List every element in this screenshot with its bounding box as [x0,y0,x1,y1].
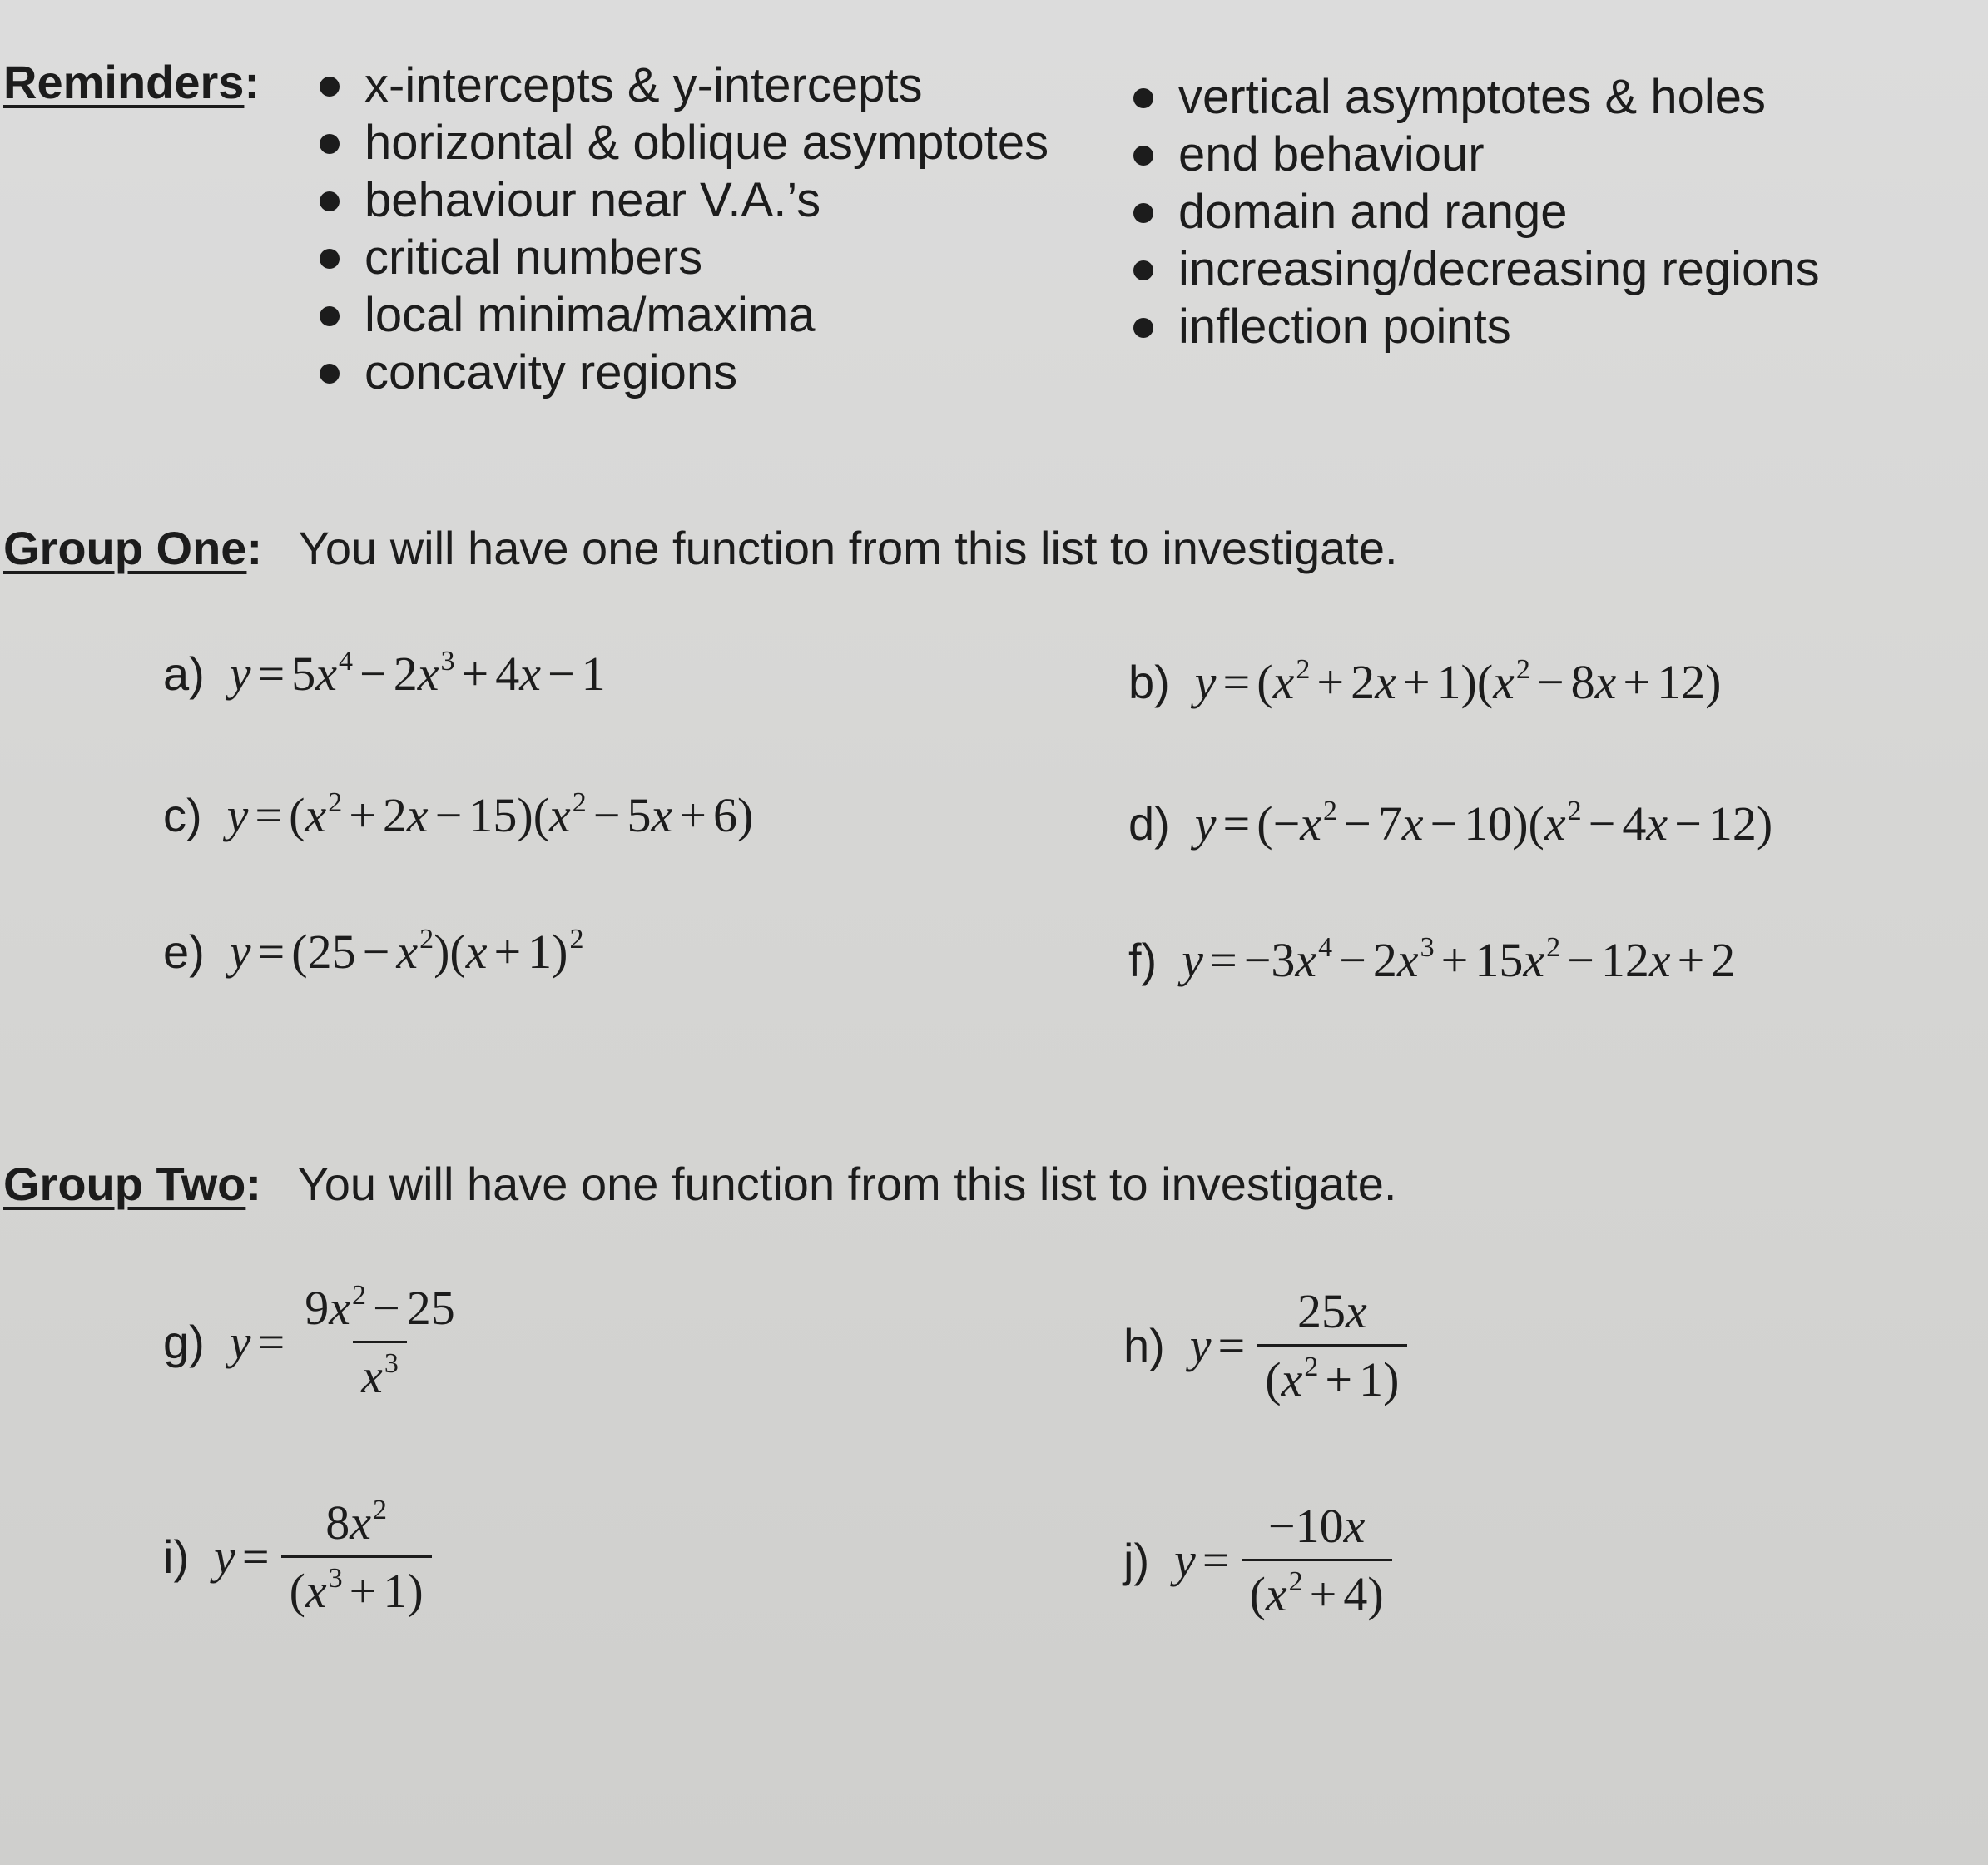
equation: $y = (x^2 + 2x - 15)(x^2 - 5x + 6)$ [226,787,754,842]
reminder-item: domain and range [1130,183,1820,241]
function-e [163,924,584,980]
reminder-item: horizontal & oblique asymptotes [316,114,1049,171]
equation: y = $\frac{-10x}{(x^2 + 4)}$ [1174,1498,1392,1622]
reminders-colon: : [244,56,260,108]
reminder-item: concavity regions [316,344,1049,401]
reminder-item: vertical asymptotes & holes [1130,68,1820,126]
reminder-item: increasing/decreasing regions [1130,241,1820,298]
group-two-heading [3,1157,1396,1211]
function-c [163,787,753,843]
function-j [1123,1498,1392,1622]
group-one-heading [3,521,1398,575]
item-letter: f) [1128,934,1158,986]
item-letter: i) [163,1530,190,1583]
item-letter: e) [163,925,205,978]
reminder-item: inflection points [1130,298,1820,355]
equation: $y = (x^2 + 2x + 1)(x^2 - 8x + 12)$ [1194,654,1722,709]
group-two-label: Group Two [3,1158,246,1210]
equation: y = $\frac{25x}{(x^2 + 1)}$ [1190,1283,1408,1407]
item-letter: b) [1128,656,1170,708]
item-letter: d) [1128,797,1170,850]
fraction: $\frac{-10x}{(x^2 + 4)}$ [1242,1498,1392,1622]
equation: $y = (25 - x^2)(x + 1)^2$ [229,924,584,979]
reminders-list-left [316,57,1049,401]
equation: $y = 5x^4 - 2x^3 + 4x - 1$ [229,646,606,701]
function-f [1128,932,1735,988]
group-one-label: Group One [3,522,247,574]
item-letter: c) [163,789,202,841]
reminder-item: critical numbers [316,229,1049,286]
reminders-label: Reminders [3,56,245,108]
fraction: $\frac{9x^2 - 25}{x^3}$ [305,1280,455,1403]
group-two-instruction: You will have one function from this list to investigate. [297,1158,1397,1210]
fraction: $\frac{8x^2}{(x^3 + 1)}$ [281,1495,432,1619]
group-one-instruction: You will have one function from this list to investigate. [298,522,1398,574]
item-letter: j) [1123,1534,1150,1586]
equation: $y = -3x^4 - 2x^3 + 15x^2 - 12x + 2$ [1182,932,1736,987]
item-letter: g) [163,1316,205,1368]
reminder-item: x-intercepts & y-intercepts [316,57,1049,114]
reminders-list-right [1130,68,1820,355]
fraction: $\frac{25x}{(x^2 + 1)}$ [1257,1283,1407,1407]
equation: $y = (-x^2 - 7x - 10)(x^2 - 4x - 12)$ [1194,796,1773,851]
item-letter: h) [1123,1319,1165,1371]
reminder-item: end behaviour [1130,126,1820,183]
reminder-item: behaviour near V.A.’s [316,171,1049,229]
function-d [1128,796,1772,851]
function-g [163,1280,464,1404]
group-two-colon: : [245,1158,262,1210]
item-letter: a) [163,647,205,700]
function-a [163,646,606,702]
reminders-heading [3,55,260,109]
equation: y = $\frac{9x^2 - 25}{x^3}$ [230,1280,464,1404]
function-h [1123,1283,1407,1407]
group-one-colon: : [246,522,263,574]
equation: y = $\frac{8x^2}{(x^3 + 1)}$ [214,1495,432,1619]
function-b [1128,654,1721,710]
function-i [163,1495,432,1619]
reminder-item: local minima/maxima [316,286,1049,344]
